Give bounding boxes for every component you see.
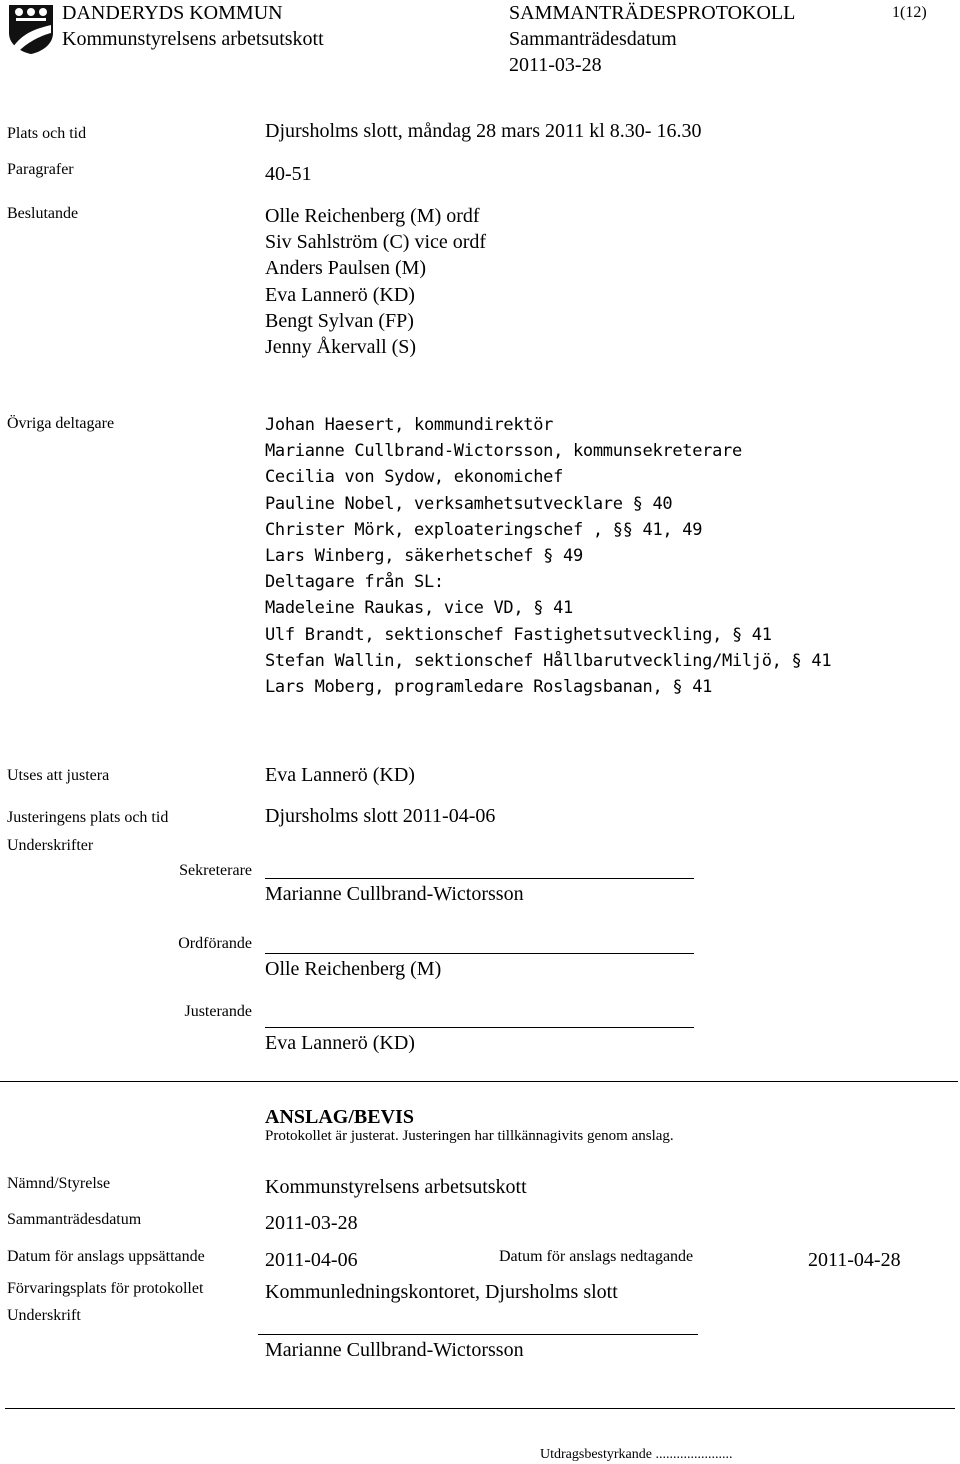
list-item: Siv Sahlström (C) vice ordf	[265, 231, 487, 254]
list-item: Lars Winberg, säkerhetschef § 49	[265, 545, 583, 566]
meeting-date-label: Sammanträdesdatum	[509, 28, 677, 50]
deciding-label: Beslutande	[7, 205, 79, 222]
adjust-place: Djursholms slott 2011-04-06	[265, 805, 496, 827]
municipality-logo	[7, 3, 55, 55]
storage-label: Förvaringsplats för protokollet	[7, 1280, 204, 1297]
chair-signature-line	[265, 953, 694, 954]
chair-name: Olle Reichenberg (M)	[265, 958, 442, 980]
posted-date: 2011-04-06	[265, 1249, 358, 1271]
secretary-signature-line	[265, 878, 694, 879]
list-item: Jenny Åkervall (S)	[265, 335, 417, 358]
list-item: Johan Haesert, kommundirektör	[265, 415, 554, 435]
municipality-name: DANDERYDS KOMMUN	[62, 2, 283, 24]
removed-date: 2011-04-28	[808, 1249, 901, 1271]
list-item: Bengt Sylvan (FP)	[265, 309, 414, 332]
place-label: Plats och tid	[7, 125, 87, 142]
meeting-date: 2011-03-28	[509, 54, 602, 76]
list-item: Marianne Cullbrand-Wictorsson, kommunsekreterare	[265, 441, 742, 462]
signatures-label: Underskrifter	[7, 837, 94, 854]
paragraphs-label: Paragrafer	[7, 161, 74, 178]
footer-divider	[5, 1408, 955, 1409]
appointed-adjuster: Eva Lannerö (KD)	[265, 764, 415, 786]
others-label: Övriga deltagare	[7, 415, 115, 432]
adjuster-label: Justerande	[184, 1003, 252, 1020]
list-item: Olle Reichenberg (M) ordf	[265, 205, 480, 227]
board-label: Nämnd/Styrelse	[7, 1175, 111, 1192]
notice-signature-name: Marianne Cullbrand-Wictorsson	[265, 1339, 524, 1361]
posted-date-label: Datum för anslags uppsättande	[7, 1248, 205, 1265]
document-type: SAMMANTRÄDESPROTOKOLL	[509, 2, 796, 24]
list-item: Cecilia von Sydow, ekonomichef	[265, 467, 564, 488]
paragraphs-value: 40-51	[265, 163, 312, 185]
chair-label: Ordförande	[178, 935, 252, 952]
notice-signature-line	[258, 1334, 698, 1335]
appointed-adjuster-label: Utses att justera	[7, 767, 110, 784]
list-item: Eva Lannerö (KD)	[265, 283, 415, 306]
committee-name: Kommunstyrelsens arbetsutskott	[62, 28, 324, 50]
list-item: Ulf Brandt, sektionschef Fastighetsutveckling, § 41	[265, 624, 772, 645]
notice-date-label: Sammanträdesdatum	[7, 1211, 142, 1228]
page-number: 1(12)	[892, 4, 927, 21]
secretary-label: Sekreterare	[179, 862, 252, 879]
notice-title: ANSLAG/BEVIS	[265, 1106, 414, 1128]
storage-value: Kommunledningskontoret, Djursholms slott	[265, 1281, 618, 1303]
removed-date-label: Datum för anslags nedtagande	[499, 1248, 694, 1265]
notice-text: Protokollet är justerat. Justeringen har tillkännagivits genom anslag.	[265, 1128, 674, 1144]
adjust-place-label: Justeringens plats och tid	[7, 809, 169, 826]
section-divider	[0, 1081, 958, 1082]
list-item: Pauline Nobel, verksamhetsutvecklare § 40	[265, 493, 673, 514]
adjuster-name: Eva Lannerö (KD)	[265, 1032, 415, 1054]
signature-label: Underskrift	[7, 1307, 81, 1324]
list-item: Christer Mörk, exploateringschef , §§ 41, 49	[265, 519, 703, 540]
list-item: Stefan Wallin, sektionschef Hållbarutveckling/Miljö, § 41	[265, 650, 832, 671]
list-item: Lars Moberg, programledare Roslagsbanan, § 41	[265, 676, 713, 697]
deciding-list	[265, 203, 486, 360]
adjuster-signature-line	[265, 1027, 694, 1028]
list-item: Deltagare från SL:	[265, 572, 444, 593]
others-list	[265, 412, 831, 700]
certification-field: Utdragsbestyrkande ......................	[540, 1447, 733, 1462]
secretary-name: Marianne Cullbrand-Wictorsson	[265, 883, 524, 905]
list-item: Madeleine Raukas, vice VD, § 41	[265, 598, 573, 619]
list-item: Anders Paulsen (M)	[265, 257, 427, 280]
notice-date: 2011-03-28	[265, 1212, 358, 1234]
place-value: Djursholms slott, måndag 28 mars 2011 kl 8.30- 16.30	[265, 120, 702, 142]
board-value: Kommunstyrelsens arbetsutskott	[265, 1176, 527, 1198]
